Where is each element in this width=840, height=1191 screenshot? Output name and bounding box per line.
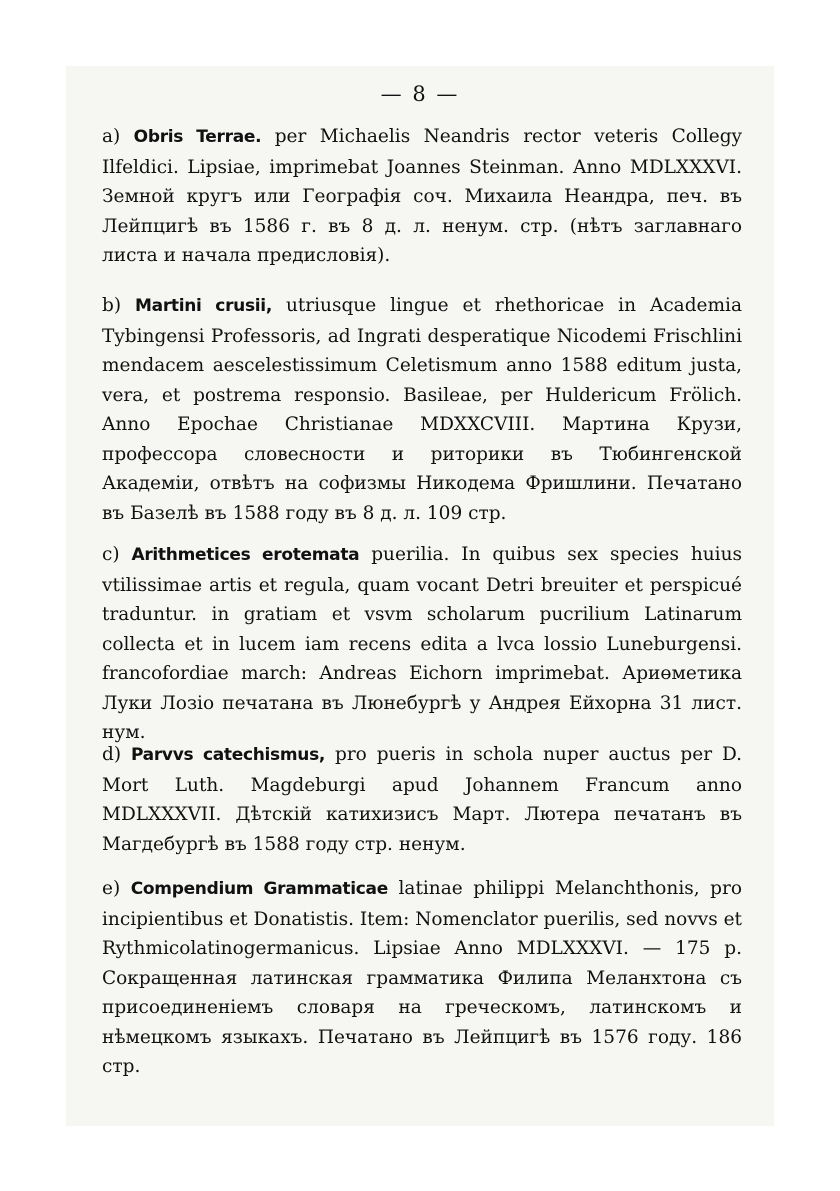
entry-marker: d): [102, 744, 122, 765]
bibliography-entry-a: [102, 122, 742, 271]
entry-marker: e): [102, 878, 121, 899]
entry-marker: a): [102, 126, 121, 147]
entry-title: Obris Terrae.: [133, 127, 262, 147]
entry-title: Compendium Grammaticae: [130, 879, 388, 899]
entry-text: latinae philippi Melanchthonis, pro incipientibus et Donatistis. Item: Nomenclator puerilis, sed novvs et Rythmicolatinogermanicus. Lipsiae Anno MDLXXXVI. — 175 p. Сокращенная латинская грамматика Филипа Меланхтона съ присоединеніемъ словаря на греческомъ, латинскомъ и нѣмецкомъ языкахъ. Печатано въ Лейпцигѣ въ 1576 году. 186 стр.: [102, 878, 742, 1077]
entry-marker: b): [102, 295, 122, 316]
entry-text: utriusque lingue et rhethoricae in Academia Tybingensi Professoris, ad Ingrati desperatique Nicodemi Frischlini mendacem aescelestissimum Celetismum anno 1588 editum justa, vera, et postrema responsio. Basileae, per Huldericum Frölich. Anno Epochae Christianae MDXXCVIII. Мартина Крузи, профессора словесности и риторики въ Тюбингенской Академіи, отвѣтъ на софизмы Никодема Фришлини. Печатано въ Базелѣ въ 1588 году въ 8 д. л. 109 стр.: [102, 295, 742, 524]
entry-paragraph: [102, 540, 742, 748]
entry-paragraph: [102, 122, 742, 271]
entry-paragraph: [102, 291, 742, 528]
book-page: [66, 66, 774, 1126]
page-number: — 8 —: [380, 82, 460, 106]
bibliography-entry-e: [102, 874, 742, 1082]
entry-marker: c): [102, 544, 120, 565]
entry-title: Arithmetices erotemata: [131, 545, 360, 565]
entry-title: Parvvs catechismus,: [130, 745, 326, 765]
entry-paragraph: [102, 874, 742, 1082]
entry-paragraph: [102, 740, 742, 859]
entry-text: puerilia. In quibus sex species huius vtilissimae artis et regula, quam vocant Detri breuiter et perspicué traduntur. in gratiam et vsvm scholarum pucrilium Latinarum collecta et in lucem iam recens edita a lvca lossio Luneburgensi. francofordiae march: Andreas Eichorn imprimebat. Ариөметика Луки Лозіо печатана въ Люнебургѣ у Андрея Ейхорна 31 лист. нум.: [102, 544, 742, 743]
bibliography-entry-c: [102, 540, 742, 748]
bibliography-entry-b: [102, 291, 742, 528]
entry-text: per Michaelis Neandris rector veteris Collegy Ilfeldici. Lipsiae, imprimebat Joannes Steinman. Anno MDLXXXVI. Земной кругъ или Географія соч. Михаила Неандра, печ. въ Лейпцигѣ въ 1586 г. въ 8 д. л. ненум. стр. (нѣтъ заглавнаго листа и начала предисловія).: [102, 126, 742, 266]
bibliography-entry-d: [102, 740, 742, 859]
entry-title: Martini crusii,: [135, 296, 272, 316]
entry-text: pro pueris in schola nuper auctus per D. Mort Luth. Magdeburgi apud Johannem Francum anno MDLXXXVII. Дѣтскій катихизисъ Март. Лютера печатанъ въ Магдебургѣ въ 1588 году стр. ненум.: [102, 744, 742, 855]
